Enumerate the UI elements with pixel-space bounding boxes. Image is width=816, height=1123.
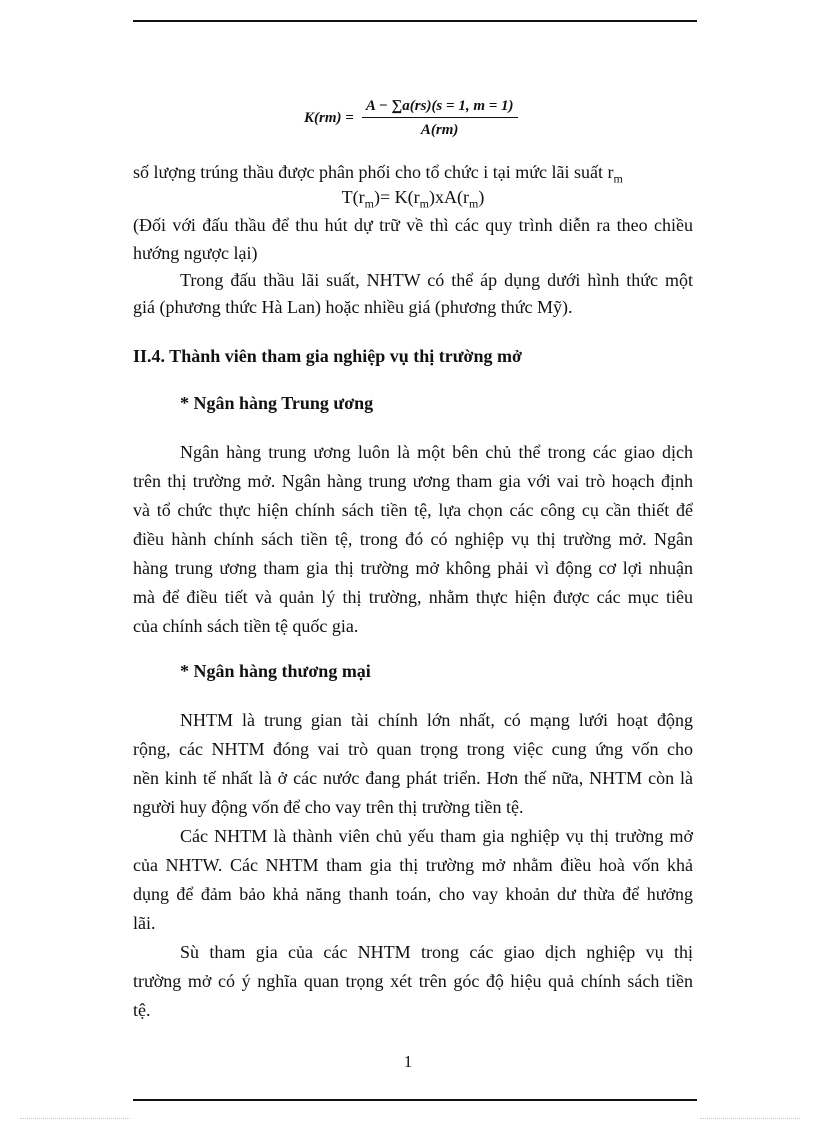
text-line: (Đối với đấu thầu để thu hút dự trữ về thì các quy trình diễn ra theo chiều: [133, 215, 693, 235]
section-heading: II.4. Thành viên tham gia nghiệp vụ thị trường mở: [133, 346, 522, 366]
text-line: trường mở có ý nghĩa quan trọng xét trên góc độ hiệu quả chính sách tiền: [133, 971, 693, 991]
formula: [304, 98, 518, 139]
text-line: trên thị trường mở. Ngân hàng trung ương tham gia với vai trò hoạch định: [133, 471, 693, 491]
text-line: NHTM là trung gian tài chính lớn nhất, có mạng lưới hoạt động: [180, 710, 693, 730]
text-line: của NHTW. Các NHTM tham gia thị trường mở nhằm điều hoà vốn khả: [133, 855, 693, 875]
header-rule: [133, 20, 697, 22]
footer-dotted-line-left: [20, 1118, 130, 1119]
text-line: rộng, các NHTM đóng vai trò quan trọng trong việc cung ứng vốn cho: [133, 739, 693, 759]
text-line: lãi.: [133, 913, 156, 933]
formula-numerator: A − ∑a(rs)(s = 1, m = 1): [362, 98, 518, 118]
text-line: hướng ngược lại): [133, 243, 258, 263]
text-line: mà để điều tiết và quản lý thị trường, nhằm thực hiện được các mục tiêu: [133, 587, 693, 607]
formula-fraction: [362, 98, 518, 139]
text-line: và tổ chức thực hiện chính sách tiền tệ, lựa chọn các công cụ cần thiết để: [133, 500, 693, 520]
footer-rule: [133, 1099, 697, 1101]
text-line: Trong đấu thầu lãi suất, NHTW có thể áp dụng dưới hình thức một: [180, 270, 693, 290]
subsection-heading: * Ngân hàng Trung ương: [180, 393, 374, 413]
text-line: số lượng trúng thầu được phân phối cho tổ chức i tại mức lãi suất $r_m$: [133, 162, 623, 186]
text-line: Sù tham gia của các NHTM trong các giao dịch nghiệp vụ thị: [180, 942, 693, 962]
page-number: 1: [403, 1052, 413, 1071]
text-line: hàng trung ương tham gia thị trường mở không phải vì động cơ lợi nhuận: [133, 558, 693, 578]
text-line: người huy động vốn để cho vay trên thị trường tiền tệ.: [133, 797, 524, 817]
formula-line: $T(r_m)= K(r_m)xA(r_m)$: [341, 187, 485, 211]
text-line: tệ.: [133, 1000, 151, 1020]
formula-lhs: K(rm) =: [304, 110, 354, 126]
text-line: giá (phương thức Hà Lan) hoặc nhiều giá (phương thức Mỹ).: [133, 297, 573, 317]
text-line: Các NHTM là thành viên chủ yếu tham gia nghiệp vụ thị trường mở: [180, 826, 693, 846]
text-line: điều hành chính sách tiền tệ, trong đó có nghiệp vụ thị trường mở. Ngân: [133, 529, 693, 549]
text-line: của chính sách tiền tệ quốc gia.: [133, 616, 359, 636]
text-line: Ngân hàng trung ương luôn là một bên chủ thể trong các giao dịch: [180, 442, 693, 462]
subsection-heading: * Ngân hàng thương mại: [180, 661, 371, 681]
footer-dotted-line-right: [700, 1118, 800, 1119]
text-line: nền kinh tế nhất là ở các nước đang phát triển. Hơn thế nữa, NHTM còn là: [133, 768, 693, 788]
text-line: dụng để đảm bảo khả năng thanh toán, cho vay khoản dư thừa để hưởng: [133, 884, 693, 904]
formula-denominator: A(rm): [420, 122, 459, 138]
